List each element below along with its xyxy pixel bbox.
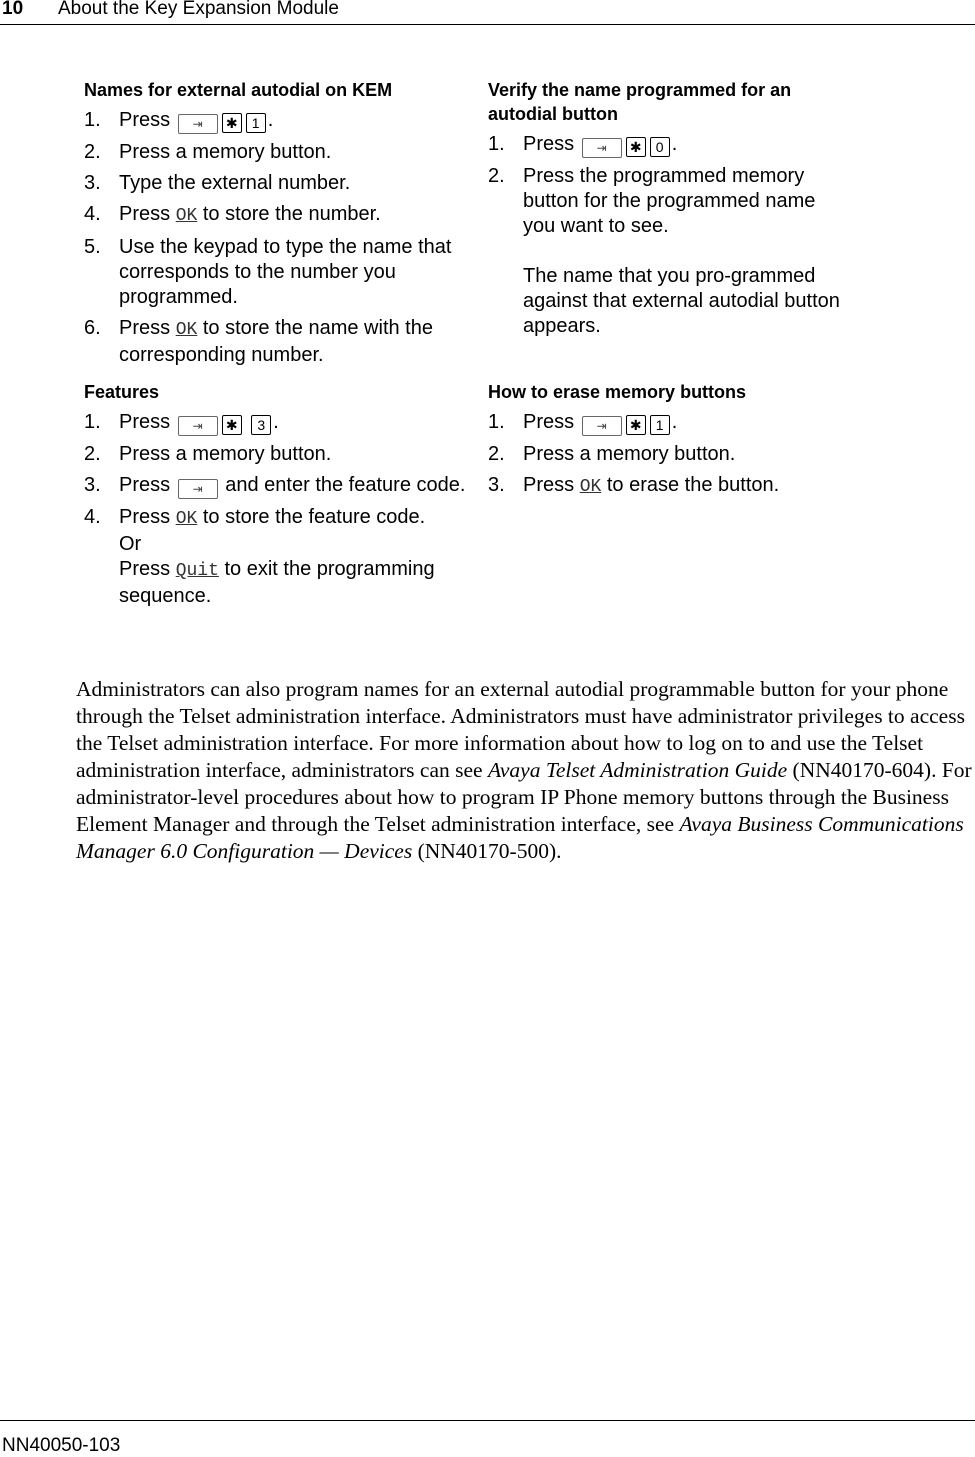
quit-softkey: Quit	[175, 561, 219, 581]
star-key-icon: ✱	[222, 415, 242, 435]
para-text: (NN40170-604). For administrator-level procedures about how to program IP Phone memory buttons through the Business Element Manager and through the Telset administration interface, see	[76, 758, 972, 836]
ok-softkey: OK	[175, 509, 198, 529]
step-number: 3.	[84, 474, 101, 496]
step-number: 1.	[84, 411, 101, 433]
ok-softkey: OK	[175, 206, 198, 226]
step-text: Press the programmed memory button for the programmed name you want to see.	[523, 165, 816, 237]
step-number: 6.	[84, 317, 101, 339]
step	[84, 202, 474, 229]
page-number: 10	[2, 0, 24, 19]
zero-key-icon: 0	[650, 137, 670, 157]
section-names-autodial	[84, 78, 474, 374]
step-number: 4.	[84, 203, 101, 225]
para-text: (NN40170-500).	[412, 839, 562, 863]
three-key-icon: 3	[251, 415, 271, 435]
step-text: to store the number.	[202, 203, 381, 225]
step	[488, 164, 848, 339]
feature-key-icon: ⇥	[582, 138, 622, 158]
step	[84, 473, 474, 499]
step-text: Press a memory button.	[119, 141, 332, 163]
section-title: Features	[84, 382, 160, 402]
step	[84, 140, 474, 165]
step-note: The name that you pro-grammed against that external autodial button appears.	[523, 265, 840, 337]
step	[488, 132, 848, 158]
step	[488, 410, 848, 436]
page-footer	[0, 1420, 975, 1456]
step-text: to store the feature code.	[202, 506, 426, 528]
step	[84, 171, 474, 196]
step-text: Or	[119, 533, 142, 555]
step-number: 5.	[84, 236, 101, 258]
doc-number: NN40050-103	[2, 1435, 121, 1456]
doc-reference: Avaya Telset Administration Guide	[487, 758, 788, 782]
section-verify-name	[488, 78, 848, 345]
step-text: Press	[119, 203, 171, 225]
period: .	[671, 411, 678, 433]
step-number: 1.	[488, 411, 505, 433]
feature-key-icon: ⇥	[582, 416, 622, 436]
step-number: 4.	[84, 506, 101, 528]
star-key-icon: ✱	[626, 415, 646, 435]
step	[84, 235, 474, 310]
step-text: Press	[119, 109, 171, 131]
feature-key-icon: ⇥	[178, 114, 218, 134]
feature-key-icon: ⇥	[178, 416, 218, 436]
step	[84, 316, 474, 368]
step-number: 1.	[84, 109, 101, 131]
header-title: About the Key Expansion Module	[58, 0, 339, 19]
section-title: Names for external autodial on KEM	[84, 80, 393, 100]
step-text: Press	[119, 474, 171, 496]
step-number: 3.	[84, 172, 101, 194]
step-text: Press	[119, 317, 171, 339]
section-erase-memory	[488, 380, 848, 506]
one-key-icon: 1	[650, 415, 670, 435]
step-number: 2.	[488, 443, 505, 465]
step-text: Press a memory button.	[119, 443, 332, 465]
step-number: 2.	[84, 443, 101, 465]
one-key-icon: 1	[246, 113, 266, 133]
star-key-icon: ✱	[222, 113, 242, 133]
step-text: Type the external number.	[119, 172, 351, 194]
step	[84, 442, 474, 467]
step-text: Press a memory button.	[523, 443, 736, 465]
step-text: Press	[119, 506, 171, 528]
section-features	[84, 380, 474, 615]
step-text: Press	[523, 411, 575, 433]
step	[84, 505, 474, 609]
page-header	[0, 0, 975, 25]
step	[84, 108, 474, 134]
section-title: How to erase memory buttons	[488, 382, 747, 402]
step-number: 3.	[488, 474, 505, 496]
step-text: to exit the programming sequence.	[119, 558, 435, 607]
feature-key-icon: ⇥	[178, 479, 218, 499]
doc-reference: Avaya Business Communications Manager 6.0 Configuration — Devices	[76, 812, 964, 863]
ok-softkey: OK	[579, 477, 602, 497]
body-paragraph	[76, 676, 972, 865]
period: .	[671, 133, 678, 155]
section-title: Verify the name programmed for an autodial button	[488, 80, 792, 124]
step	[488, 473, 848, 500]
para-text: Administrators can also program names for an external autodial programmable button for your phone through the Telset administration interface. Administrators must have administrator privileges to access the Telset administration interface. For more information about how to log on to and use the Telset administration interface, administrators can see	[76, 677, 965, 782]
step	[488, 442, 848, 467]
step-text: Press	[523, 474, 575, 496]
step-text: Press	[119, 411, 171, 433]
step-text: and enter the feature code.	[225, 474, 466, 496]
star-key-icon: ✱	[626, 137, 646, 157]
step-text: Press	[523, 133, 575, 155]
ok-softkey: OK	[175, 320, 198, 340]
step-number: 1.	[488, 133, 505, 155]
step-text: Use the keypad to type the name that corresponds to the number you programmed.	[119, 236, 452, 308]
step-text: to erase the button.	[606, 474, 780, 496]
period: .	[267, 109, 274, 131]
step-text: to store the name with the corresponding number.	[119, 317, 433, 366]
step	[84, 410, 474, 436]
step-number: 2.	[84, 141, 101, 163]
step-number: 2.	[488, 165, 505, 187]
period: .	[273, 411, 279, 433]
step-text: Press	[119, 558, 171, 580]
